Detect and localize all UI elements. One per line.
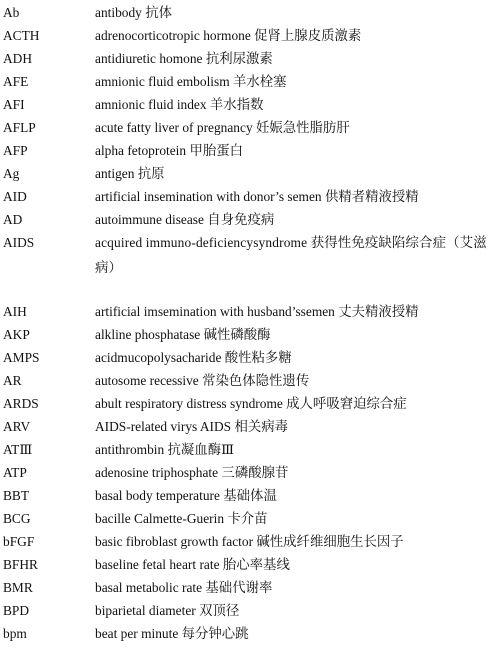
abbreviation: ATP <box>3 465 27 480</box>
definition: beat per minute 每分钟心跳 <box>95 626 249 641</box>
definition: biparietal diameter 双顶径 <box>95 603 240 618</box>
definition: alpha fetoprotein 甲胎蛋白 <box>95 143 244 158</box>
abbreviation: BCG <box>3 511 31 526</box>
abbreviation: AKP <box>3 327 30 342</box>
abbreviation: BBT <box>3 488 30 503</box>
definition: antithrombin 抗凝血酶Ⅲ <box>95 442 234 457</box>
abbreviation: AR <box>3 373 22 388</box>
abbreviation: BMR <box>3 580 33 595</box>
abbreviation: BPD <box>3 603 30 618</box>
definition: autosome recessive 常染色体隐性遗传 <box>95 373 310 388</box>
abbreviation: bFGF <box>3 534 35 549</box>
definition: bacille Calmette-Guerin 卡介苗 <box>95 511 268 526</box>
definition: alkline phosphatase 碱性磷酸酶 <box>95 327 271 342</box>
definition: adrenocorticotropic hormone 促肾上腺皮质激素 <box>95 28 362 43</box>
abbreviation: AFP <box>3 143 28 158</box>
definition: artificial imsemination with husband’ssemen 丈夫精液授精 <box>95 304 419 319</box>
definition: basic fibroblast growth factor 碱性成纤维细胞生长因子 <box>95 534 404 549</box>
abbreviation: ACTH <box>3 28 40 43</box>
definition: baseline fetal heart rate 胎心率基线 <box>95 557 290 572</box>
definition: adenosine triphosphate 三磷酸腺苷 <box>95 465 289 480</box>
definition: amnionic fluid embolism 羊水栓塞 <box>95 74 287 89</box>
definition: AIDS-related virys AIDS 相关病毒 <box>95 419 289 434</box>
definition: autoimmune disease 自身免疫病 <box>95 212 275 227</box>
definition: acquired immuno-deficiencysyndrome 获得性免疫缺陷综合症（艾滋病） <box>95 235 487 275</box>
abbreviation: ARV <box>3 419 31 434</box>
abbreviation: Ab <box>3 5 20 20</box>
abbreviation: AIH <box>3 304 27 319</box>
definition: basal metabolic rate 基础代谢率 <box>95 580 273 595</box>
abbreviation: AIDS <box>3 235 35 250</box>
definition: antigen 抗原 <box>95 166 165 181</box>
definition: basal body temperature 基础体温 <box>95 488 277 503</box>
definition: antidiuretic homone 抗利尿激素 <box>95 51 273 66</box>
abbreviation: bpm <box>3 626 27 641</box>
abbreviation: AFLP <box>3 120 36 135</box>
definition: abult respiratory distress syndrome 成人呼吸窘迫综合症 <box>95 396 407 411</box>
abbreviation: ATⅢ <box>3 442 33 457</box>
definition: antibody 抗体 <box>95 5 172 20</box>
definition: amnionic fluid index 羊水指数 <box>95 97 264 112</box>
abbreviation: AFE <box>3 74 29 89</box>
abbreviation: AD <box>3 212 23 227</box>
abbreviation: AMPS <box>3 350 40 365</box>
abbreviation: Ag <box>3 166 20 181</box>
definition: acute fatty liver of pregnancy 妊娠急性脂肪肝 <box>95 120 350 135</box>
abbreviation: AID <box>3 189 27 204</box>
abbreviation: BFHR <box>3 557 38 572</box>
definition: artificial insemination with donor’s semen 供精者精液授精 <box>95 189 419 204</box>
abbreviation: ADH <box>3 51 33 66</box>
abbreviation: ARDS <box>3 396 39 411</box>
definition: acidmucopolysacharide 酸性粘多糖 <box>95 350 292 365</box>
abbreviation: AFI <box>3 97 25 112</box>
